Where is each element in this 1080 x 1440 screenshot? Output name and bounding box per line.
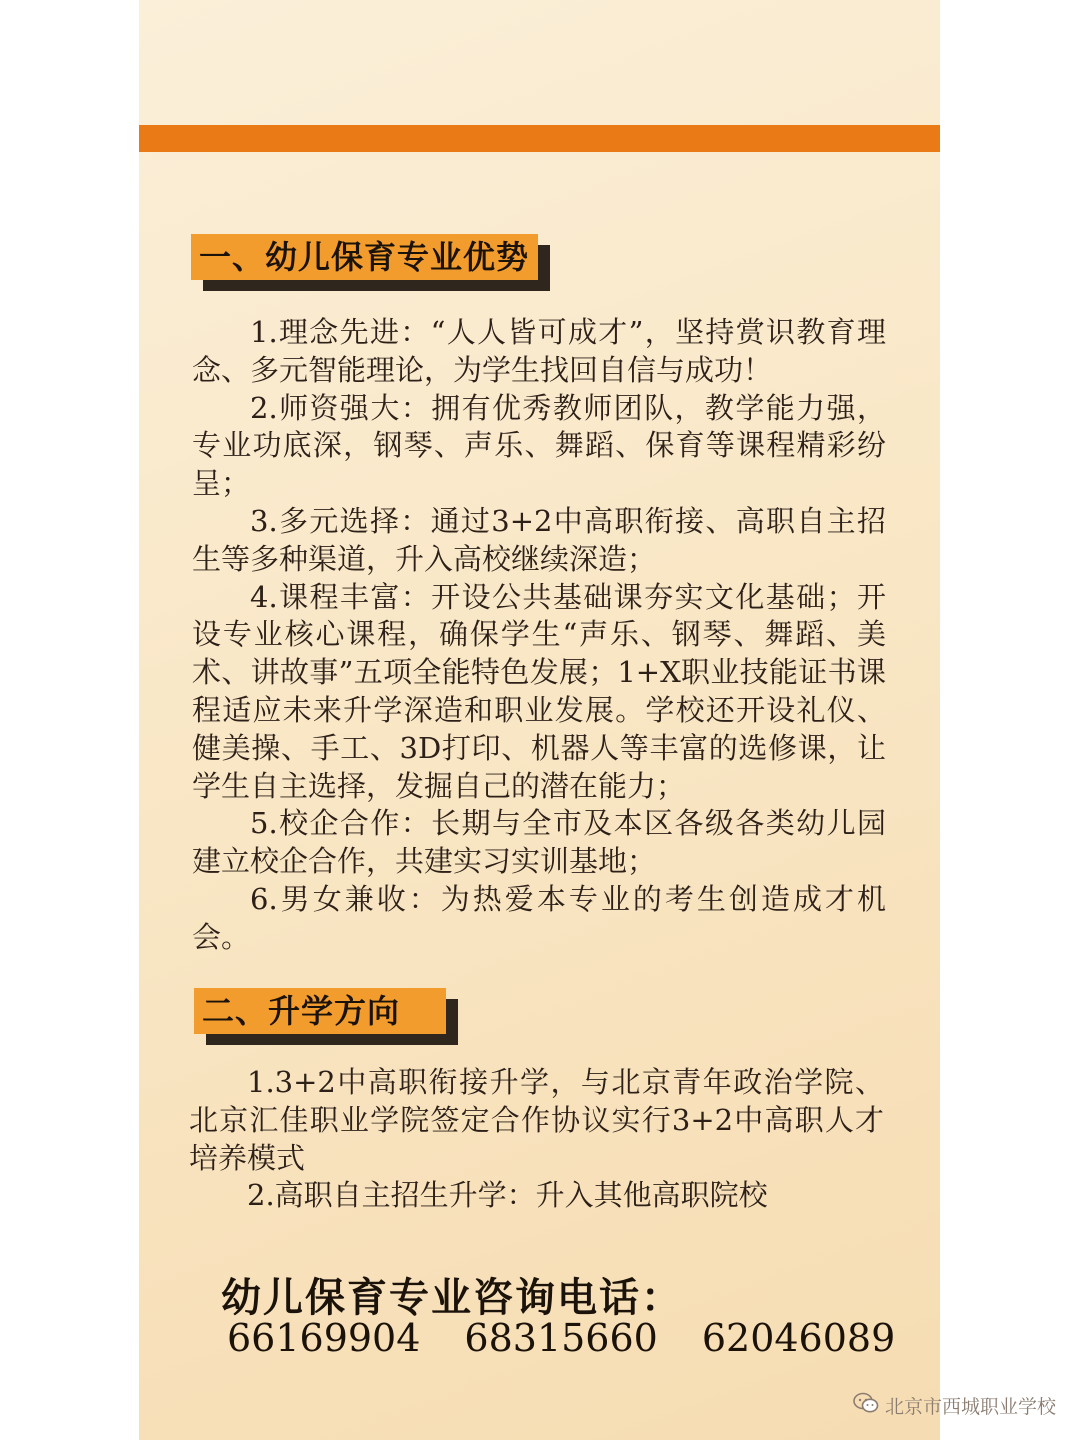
section2-item: 2.高职自主招生升学：升入其他高职院校 bbox=[247, 1178, 768, 1213]
section1-item: 6.男女兼收：为热爱本专业的考生创造成才机会。 bbox=[192, 881, 886, 954]
contact-title: 幼儿保育专业咨询电话： bbox=[221, 1274, 683, 1321]
watermark-text: 北京市西城职业学校 bbox=[884, 1396, 1056, 1418]
phone-list bbox=[227, 1316, 895, 1360]
section1-item: 3.多元选择：通过3+2中高职衔接、高职自主招生等多种渠道，升入高校继续深造； bbox=[192, 503, 886, 576]
section2-item: 1.3+2中高职衔接升学，与北京青年政治学院、北京汇佳职业学院签定合作协议实行3+2中高职人才培养模式 bbox=[189, 1065, 884, 1175]
phone-number: 62046089 bbox=[701, 1316, 896, 1360]
section1-title: 一、幼儿保育专业优势 bbox=[191, 234, 538, 280]
watermark bbox=[853, 1392, 1056, 1419]
section2-list bbox=[189, 1064, 884, 1215]
section2-title: 二、升学方向 bbox=[194, 988, 446, 1034]
top-banner-bar bbox=[139, 125, 940, 152]
document-page bbox=[139, 0, 940, 1440]
section1-item: 1.理念先进：“人人皆可成才”，坚持赏识教育理念、多元智能理论，为学生找回自信与成功！ bbox=[192, 315, 886, 387]
section1-item: 4.课程丰富：开设公共基础课夯实文化基础；开设专业核心课程，确保学生“声乐、钢琴、舞蹈、美术、讲故事”五项全能特色发展；1+X职业技能证书课程适应未来升学深造和职业发展。学校还开设礼仪、健美操、手工、3D打印、机器人等丰富的选修课，让学生自主选择，发掘自己的潜在能力； bbox=[192, 579, 886, 803]
phone-number: 68315660 bbox=[464, 1316, 658, 1360]
wechat-icon bbox=[853, 1392, 879, 1419]
section1-item: 2.师资强大：拥有优秀教师团队，教学能力强，专业功底深，钢琴、声乐、舞蹈、保育等课程精彩纷呈； bbox=[192, 390, 886, 501]
section1-list bbox=[192, 314, 886, 957]
phone-number: 66169904 bbox=[227, 1316, 421, 1360]
section1-item: 5.校企合作：长期与全市及本区各级各类幼儿园建立校企合作，共建实习实训基地； bbox=[192, 806, 886, 879]
